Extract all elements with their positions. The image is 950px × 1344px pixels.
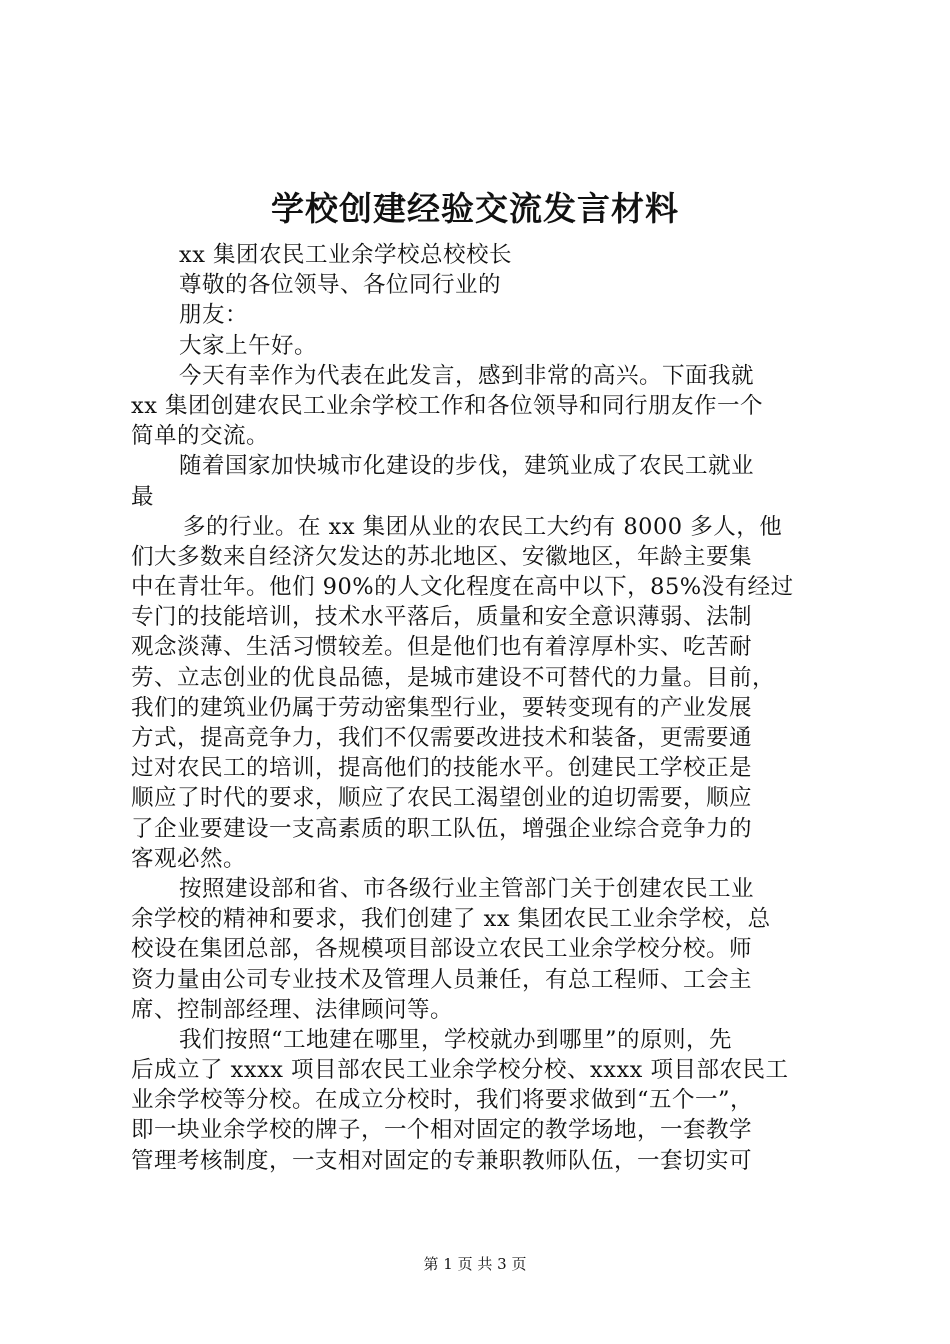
text-line: 多的行业。在 xx 集团从业的农民工大约有 8000 多人，他: [183, 513, 783, 540]
document-body: [131, 240, 831, 1176]
text-line: 中在青壮年。他们 90%的人文化程度在高中以下，85%没有经过: [131, 574, 794, 601]
text-line: 席、控制部经理、法律顾问等。: [131, 996, 454, 1023]
text-line: 后成立了 xxxx 项目部农民工业余学校分校、xxxx 项目部农民工: [131, 1057, 789, 1084]
text-line: 专门的技能培训，技术水平落后，质量和安全意识薄弱、法制: [131, 604, 753, 631]
text-line: 客观必然。: [131, 845, 247, 872]
text-line: 余学校的精神和要求，我们创建了 xx 集团农民工业余学校，总: [131, 906, 771, 933]
text-line: 们大多数来自经济欠发达的苏北地区、安徽地区，年龄主要集: [131, 543, 753, 570]
text-line: xx 集团农民工业余学校总校校长: [179, 242, 513, 268]
text-line: 朋友：: [179, 302, 249, 329]
text-line: 顺应了时代的要求，顺应了农民工渴望创业的迫切需要，顺应: [131, 785, 753, 812]
text-line: 校设在集团总部，各规模项目部设立农民工业余学校分校。师: [131, 936, 753, 963]
text-line: 按照建设部和省、市各级行业主管部门关于创建农民工业: [179, 875, 755, 902]
text-line: 最: [131, 483, 155, 510]
page-number-footer: 第 1 页 共 3 页: [423, 1255, 527, 1273]
text-line: 尊敬的各位领导、各位同行业的: [179, 272, 502, 299]
text-line: 即一块业余学校的牌子，一个相对固定的教学场地，一套教学: [131, 1117, 753, 1144]
text-line: 过对农民工的培训，提高他们的技能水平。创建民工学校正是: [131, 755, 753, 782]
text-line: 我们按照“工地建在哪里，学校就办到哪里”的原则，先: [179, 1026, 733, 1053]
text-line: 方式，提高竞争力，我们不仅需要改进技术和装备，更需要通: [131, 725, 753, 751]
text-line: 今天有幸作为代表在此发言，感到非常的高兴。下面我就: [179, 362, 755, 389]
document-title: 学校创建经验交流发言材料: [271, 189, 679, 228]
text-line: 大家上午好。: [179, 332, 318, 359]
text-line: 业余学校等分校。在成立分校时，我们将要求做到“五个一”，: [131, 1087, 754, 1114]
text-line: 我们的建筑业仍属于劳动密集型行业，要转变现有的产业发展: [131, 694, 753, 721]
text-line: 资力量由公司专业技术及管理人员兼任，有总工程师、工会主: [131, 966, 753, 993]
text-line: 简单的交流。: [131, 423, 270, 450]
text-line: 了企业要建设一支高素质的职工队伍，增强企业综合竞争力的: [131, 815, 753, 842]
text-line: 随着国家加快城市化建设的步伐，建筑业成了农民工就业: [179, 453, 755, 480]
text-line: 管理考核制度，一支相对固定的专兼职教师队伍，一套切实可: [131, 1147, 753, 1174]
text-line: xx 集团创建农民工业余学校工作和各位领导和同行朋友作一个: [131, 392, 764, 419]
text-line: 观念淡薄、生活习惯较差。但是他们也有着淳厚朴实、吃苦耐: [131, 634, 753, 661]
text-line: 劳、立志创业的优良品德，是城市建设不可替代的力量。目前，: [131, 664, 776, 691]
